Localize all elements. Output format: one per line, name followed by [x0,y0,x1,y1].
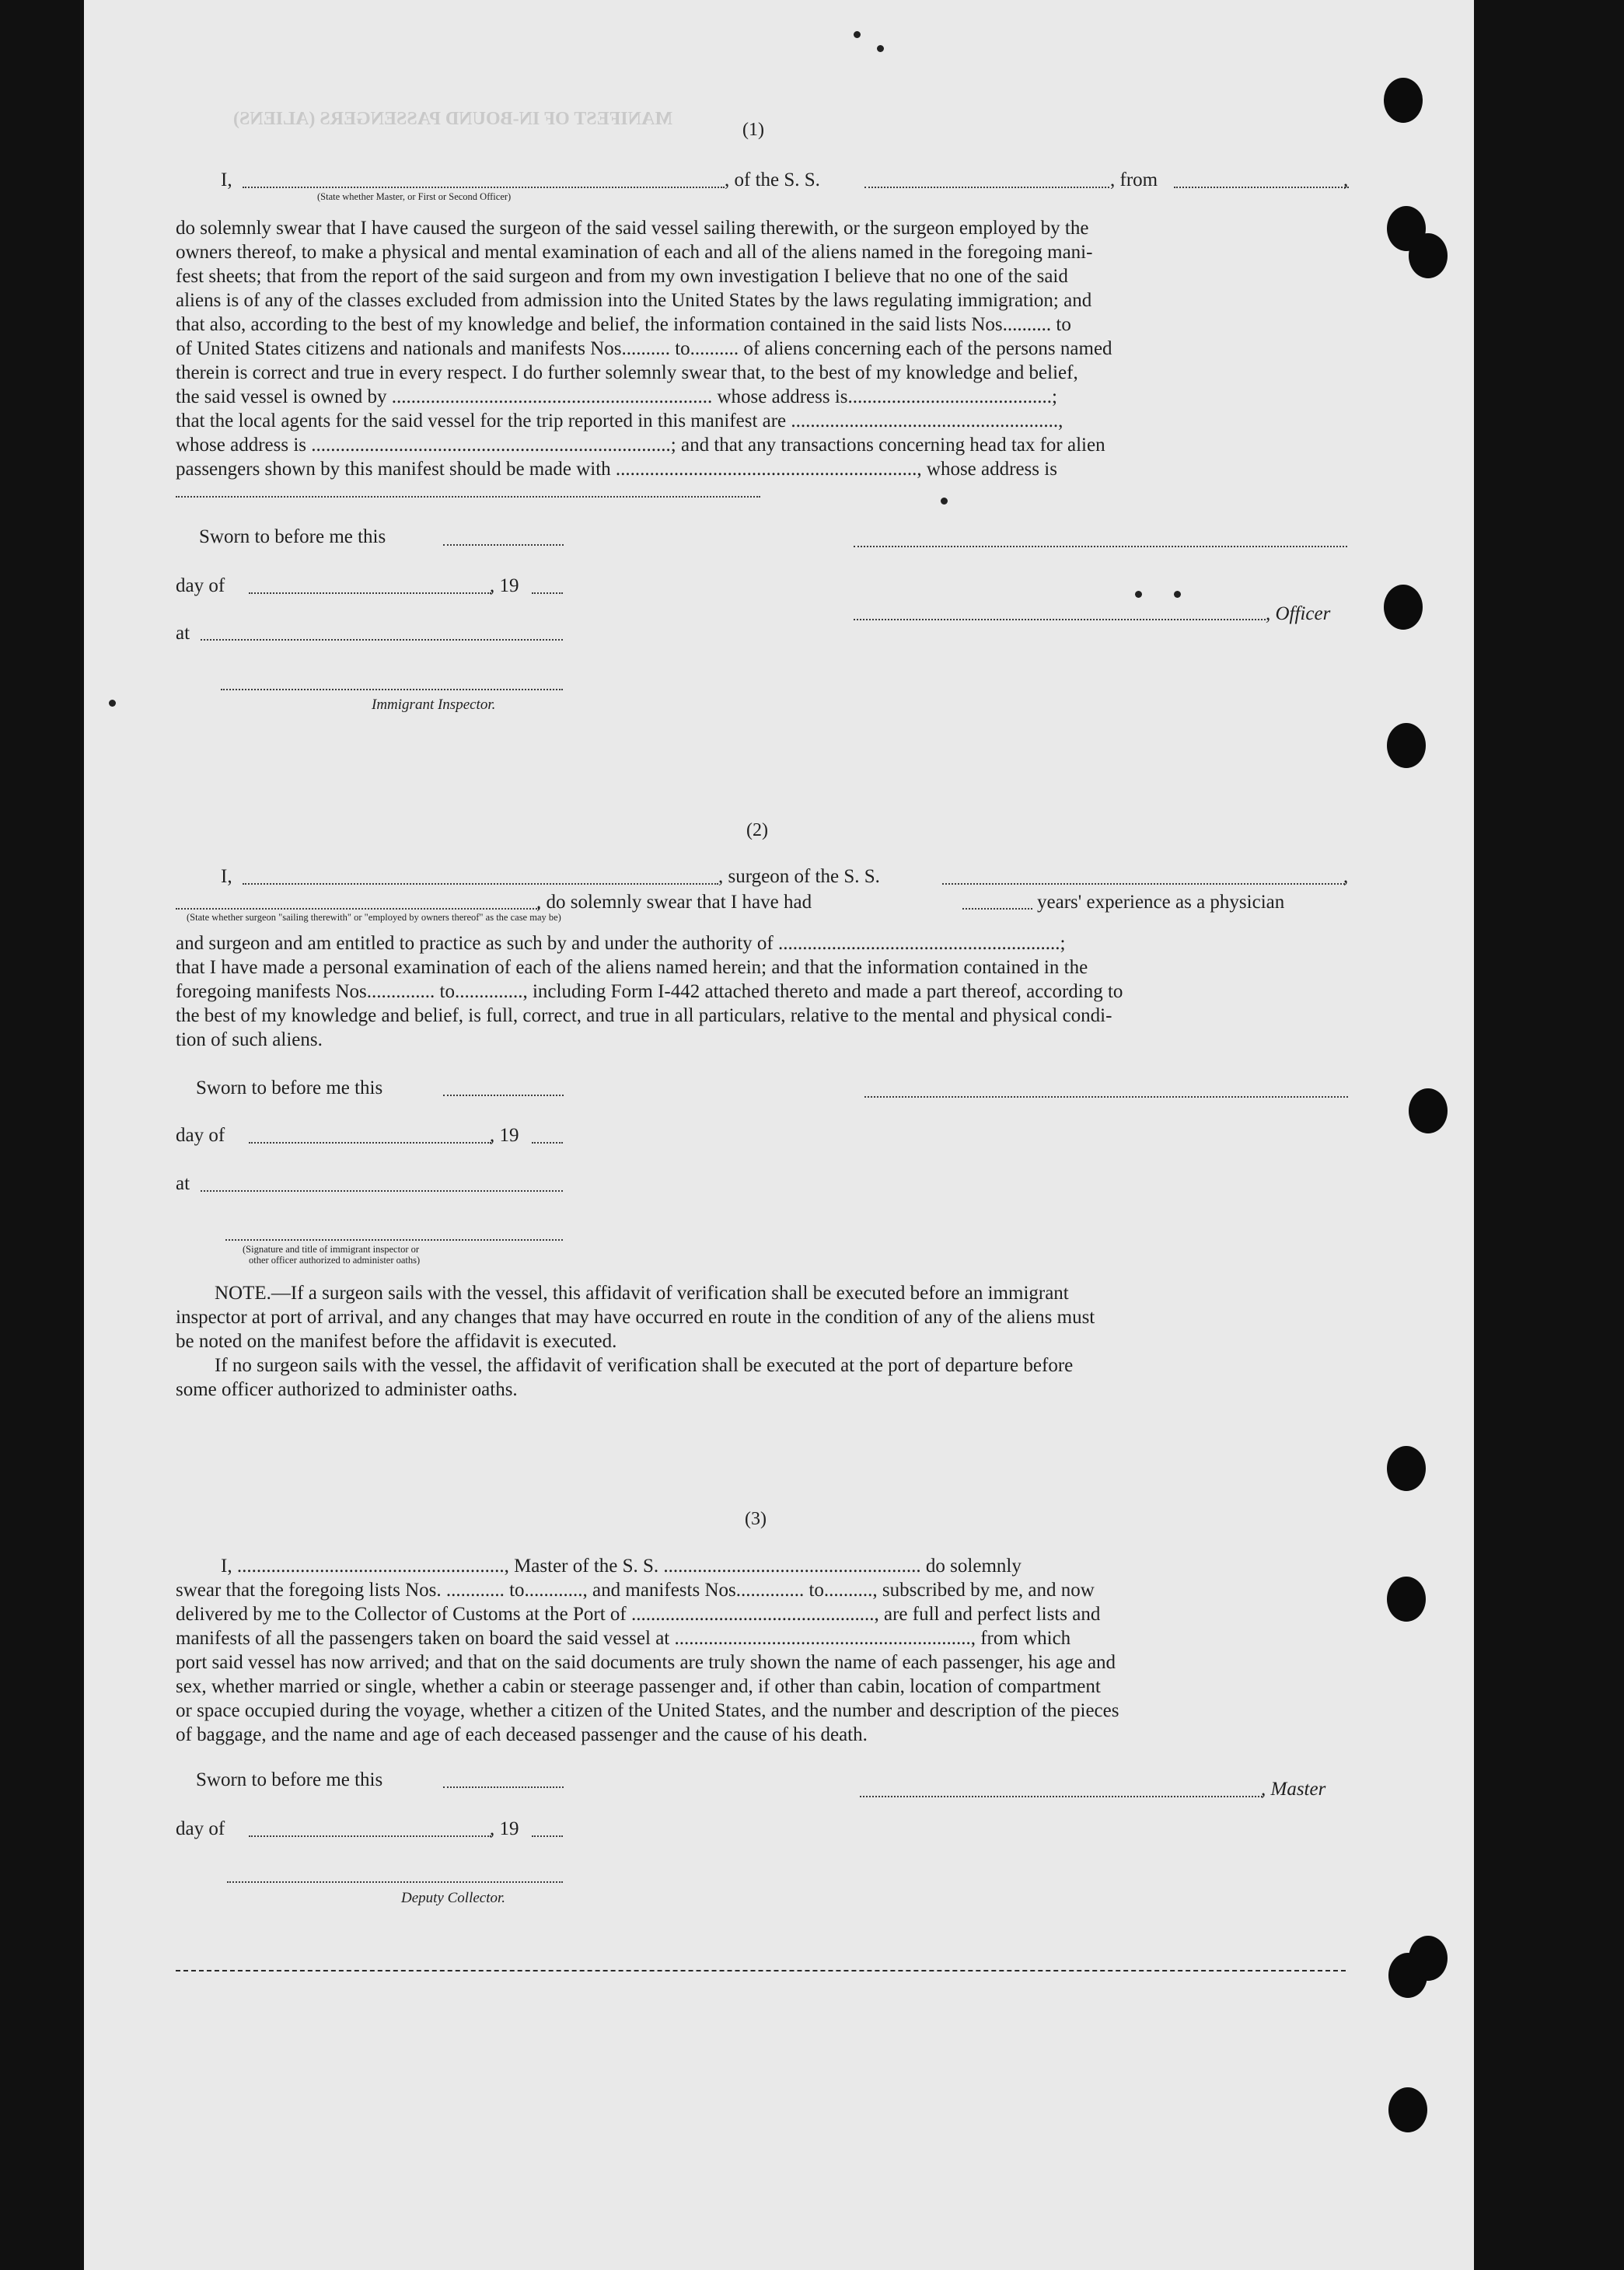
place-field [201,1190,563,1192]
of-the-ss-label: , of the S. S. [725,169,820,190]
officer-name-field [243,187,725,188]
oath-body-line: fest sheets; that from the report of the said surgeon and from my own investigation I believe that no one of the said [176,266,1068,287]
port-from-field [1174,187,1349,188]
inspector-signature-field [221,689,563,690]
month-field [249,1142,491,1144]
sworn-label: Sworn to before me this [196,1077,383,1098]
immigrant-inspector-label: Immigrant Inspector. [372,697,496,713]
surgeon-of-label: , surgeon of the S. S. [718,866,880,887]
year-label: , 19 [490,1818,519,1839]
oath-body-line: that also, according to the best of my knowledge and belief, the information contained in the said lists Nos.......... to [176,314,1071,335]
officer-signature-field [854,546,1347,547]
oath-body-line: therein is correct and true in every respect. I do further solemnly swear that, to the best of my knowledge and belief, [176,362,1078,383]
master-signature-field [860,1796,1263,1797]
punch-hole [1384,585,1423,630]
speck [109,700,116,707]
surgeon-body-line: and surgeon and am entitled to practice as such by and under the authority of ..........................................................; [176,933,1066,954]
oath-i-label: I, [221,169,232,190]
vessel-name-field [864,187,1109,188]
master-body-line: sex, whether married or single, whether a cabin or steerage passenger and, if other than cabin, location of compartment [176,1676,1101,1697]
section-1-heading: (1) [742,120,764,140]
master-body-line: swear that the foregoing lists Nos. ............ to............, and manifests Nos.............. to.........., subscribed by me, and now [176,1580,1095,1601]
section-3-heading: (3) [745,1509,767,1529]
day-of-label: day of [176,1818,225,1839]
years-experience-label: years' experience as a physician [1037,892,1285,913]
day-of-label: day of [176,1125,225,1146]
punch-hole [1409,1088,1448,1133]
sworn-date-field [443,544,564,546]
month-field [249,1835,491,1837]
oath-body-line: whose address is ..........................................................................; and that any transactions concerning head tax for alien [176,435,1105,456]
oath-i-label: I, [221,866,232,887]
note-line: be noted on the manifest before the affidavit is executed. [176,1331,617,1352]
collector-signature-field [227,1881,563,1883]
surgeon-body-line: that I have made a personal examination of each of the aliens named herein; and that the information contained in the [176,957,1088,978]
surgeon-status-field [176,908,540,910]
master-body-line: or space occupied during the voyage, whether a citizen of the United States, and the number and description of the pieces [176,1700,1119,1721]
note-line: NOTE.—If a surgeon sails with the vessel, this affidavit of verification shall be executed before an immigrant [215,1283,1069,1304]
oath-body-line: of United States citizens and nationals and manifests Nos.......... to.......... of aliens concerning each of the persons named [176,338,1112,359]
note-line: inspector at port of arrival, and any changes that may have occurred en route in the condition of any of the aliens must [176,1307,1095,1328]
speck [1174,591,1181,598]
line-end-comma: , [1343,169,1349,190]
surgeon-body-line: tion of such aliens. [176,1029,323,1050]
speck [1135,591,1142,598]
at-label: at [176,623,190,644]
month-field [249,592,491,594]
oath-body-line: do solemnly swear that I have caused the surgeon of the said vessel sailing therewith, or the surgeon employed by the [176,218,1089,239]
officer-rank-note: (State whether Master, or First or Second Officer) [317,191,512,202]
officer-title-field [854,619,1266,620]
speck [941,498,948,505]
inspector-signature-field [225,1239,563,1241]
oath-body-line: the said vessel is owned by .................................................................. whose address is..........................................; [176,386,1057,407]
deputy-collector-label: Deputy Collector. [401,1890,506,1906]
sworn-label: Sworn to before me this [199,526,386,547]
punch-hole [1387,1446,1426,1491]
speck [877,45,884,52]
section-2-heading: (2) [746,820,768,840]
surgeon-body-line: foregoing manifests Nos.............. to.............., including Form I-442 attached thereto and made a part thereof, according to [176,981,1123,1002]
surgeon-body-line: the best of my knowledge and belief, is full, correct, and true in all particulars, relative to the mental and physical condi- [176,1005,1112,1026]
punch-hole [1387,723,1426,768]
line-end-comma: , [1343,866,1349,887]
sworn-date-field [443,1095,564,1096]
punch-hole [1384,78,1423,123]
bleed-through-text: MANIFEST OF IN-BOUND PASSENGERS (ALIENS) [233,109,672,129]
sworn-label: Sworn to before me this [196,1769,383,1790]
year-field [532,1835,563,1837]
punch-hole [1409,1936,1448,1981]
bottom-rule [176,1970,1346,1971]
year-label: , 19 [490,575,519,596]
day-of-label: day of [176,575,225,596]
punch-hole [1387,1577,1426,1622]
master-body-line: port said vessel has now arrived; and that on the said documents are truly shown the name of each passenger, his age and [176,1652,1116,1673]
years-experience-field [962,908,1032,910]
note-line: some officer authorized to administer oaths. [176,1379,518,1400]
punch-hole [1409,233,1448,278]
master-body-line: I, ......................................................., Master of the S. S. ..................................................... do solemnly [221,1556,1022,1577]
year-label: , 19 [490,1125,519,1146]
signature-note: other officer authorized to administer oaths) [249,1255,421,1266]
master-label: , Master [1261,1779,1326,1800]
at-label: at [176,1173,190,1194]
vessel-name-field [942,883,1345,885]
surgeon-name-field [243,883,718,885]
address-continuation-field [176,496,760,498]
surgeon-status-note: (State whether surgeon "sailing therewith" or "employed by owners thereof" as the case may be) [187,912,561,923]
speck [854,31,861,38]
signature-note: (Signature and title of immigrant inspector or [243,1244,420,1255]
master-body-line: manifests of all the passengers taken on board the said vessel at ............................................................., from which [176,1628,1071,1649]
place-field [201,639,563,641]
oath-body-line: owners thereof, to make a physical and mental examination of each and all of the aliens named in the foregoing mani- [176,242,1093,263]
note-line: If no surgeon sails with the vessel, the affidavit of verification shall be executed at the port of departure before [215,1355,1074,1376]
solemnly-swear-label: , do solemnly swear that I have had [536,892,812,913]
officer-label: , Officer [1266,603,1331,624]
year-field [532,1142,563,1144]
oath-body-line: aliens is of any of the classes excluded from admission into the United States by the laws regulating immigration; and [176,290,1092,311]
master-body-line: delivered by me to the Collector of Customs at the Port of .................................................., are full and perfect lists and [176,1604,1101,1625]
punch-hole [1388,2087,1427,2132]
year-field [532,592,563,594]
oath-body-line: that the local agents for the said vessel for the trip reported in this manifest are ......................................................., [176,410,1063,431]
sworn-date-field [443,1786,564,1788]
from-label: , from [1110,169,1158,190]
oath-body-line: passengers shown by this manifest should be made with .............................................................., whose address is [176,459,1057,480]
master-body-line: of baggage, and the name and age of each deceased passenger and the cause of his death. [176,1724,868,1745]
surgeon-signature-field [864,1096,1348,1098]
